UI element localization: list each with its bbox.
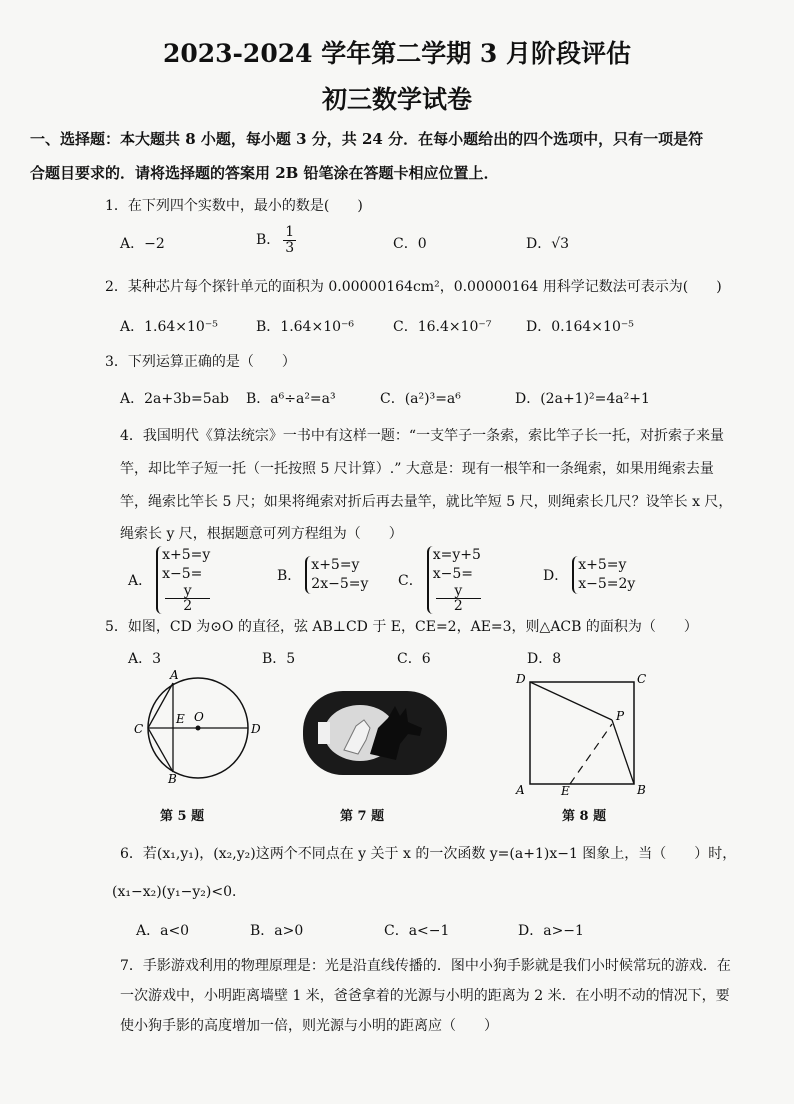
- q1-option-b-fraction: [283, 225, 296, 255]
- center-point-o: [196, 726, 201, 731]
- label-b: B: [637, 783, 646, 797]
- q6-line2: (x₁−x₂)(y₁−y₂)<0．: [112, 884, 247, 900]
- section-instructions-line2: 合题目要求的．请将选择题的答案用 2B 铅笔涂在答题卡相应位置上．: [30, 164, 499, 182]
- q6-option-c: C．a<−1: [384, 923, 450, 939]
- square-abcd: [530, 682, 634, 784]
- q6-option-a: A．a<0: [136, 923, 190, 939]
- equation-2: 2x−5=y: [311, 575, 369, 592]
- q4-option-a: [128, 546, 210, 614]
- q7-line3: 使小狗手影的高度增加一倍，则光源与小明的距离应（ ）: [120, 1018, 498, 1034]
- q3-option-a: A．2a+3b=5ab: [120, 391, 229, 407]
- q5-option-d: D．8: [527, 651, 562, 667]
- equation-2: [433, 565, 481, 614]
- equation-system-brace: [572, 556, 635, 594]
- equation-2-fraction: [165, 584, 210, 614]
- fraction-numerator: y: [436, 584, 481, 600]
- q5-option-b: B．5: [262, 651, 296, 667]
- segment-dp: [530, 682, 612, 720]
- q2-stem: 2．某种芯片每个探针单元的面积为 0.00000164cm²，0.00000164 用科学记数法可表示为( ): [105, 279, 722, 295]
- light-source-glow: [318, 722, 330, 744]
- equation-system-brace: [427, 546, 481, 614]
- label-e: E: [176, 712, 185, 726]
- q4-option-c: [398, 546, 481, 614]
- q2-option-c: C．16.4×10⁻⁷: [393, 319, 492, 335]
- q1-option-c: C．0: [393, 236, 427, 252]
- equation-1: x=y+5: [432, 547, 481, 563]
- equation-1: x+5=y: [578, 557, 627, 573]
- fraction-denominator: 3: [285, 239, 295, 256]
- q5-option-a: A．3: [128, 651, 162, 667]
- q1-stem: 1．在下列四个实数中，最小的数是( ): [105, 198, 363, 214]
- segment-cb: [148, 728, 173, 772]
- label-p: P: [616, 709, 625, 723]
- figure-5-circle-diagram: [128, 668, 261, 786]
- label-c: C: [134, 722, 144, 736]
- q3-option-d: D．(2a+1)²=4a²+1: [515, 391, 650, 407]
- equation-2: x−5=2y: [578, 575, 636, 592]
- q4-option-c-label: C．: [398, 573, 423, 590]
- q4-line1: 4．我国明代《算法统宗》一书中有这样一题：“一支竿子一条索，索比竿子长一托，对折索子来量: [120, 428, 725, 444]
- equation-system-brace: [156, 546, 210, 614]
- figure-7-hand-shadow-image: [300, 688, 450, 778]
- fraction-numerator: 1: [285, 224, 295, 240]
- equation-2-fraction: [436, 584, 481, 614]
- q3-option-c: C．(a²)³=a⁶: [380, 391, 461, 407]
- label-b: B: [168, 772, 177, 786]
- equation-2-lhs: x−5=: [432, 565, 473, 582]
- q1-option-a: A．−2: [120, 236, 165, 252]
- equation-2: [162, 565, 210, 614]
- q2-option-b: B．1.64×10⁻⁶: [256, 319, 355, 335]
- q3-stem: 3．下列运算正确的是（ ）: [105, 354, 296, 370]
- figure-8-square-diagram: [512, 668, 652, 796]
- q6-line1: 6．若(x₁,y₁)，(x₂,y₂)这两个不同点在 y 关于 x 的一次函数 y=(a+1)x−1 图象上，当（ ）时，: [120, 846, 737, 862]
- q7-line1: 7．手影游戏利用的物理原理是：光是沿直线传播的．图中小狗手影就是我们小时候常玩的游戏．在: [120, 958, 731, 974]
- fraction-denominator: 2: [183, 598, 193, 615]
- q6-option-d: D．a>−1: [518, 923, 584, 939]
- exam-title: 2023-2024 学年第二学期 3 月阶段评估: [162, 39, 632, 68]
- q4-option-d: [543, 556, 635, 594]
- q7-line2: 一次游戏中，小明距离墙壁 1 米，爸爸拿着的光源与小明的距离为 2 米．在小明不动的情况下，要: [120, 988, 730, 1004]
- figure-7-caption: 第 7 题: [340, 809, 385, 824]
- q4-option-a-label: A．: [128, 573, 153, 590]
- q4-line3: 竿，绳索比竿长 5 尺；如果将绳索对折后再去量竿，就比竿短 5 尺，则绳索长几尺？设竿长 x 尺，: [120, 494, 733, 510]
- label-c: C: [637, 672, 647, 686]
- fraction-numerator: y: [165, 584, 210, 600]
- q4-option-d-label: D．: [543, 567, 569, 584]
- figure-5-caption: 第 5 题: [160, 809, 205, 824]
- section-instructions-line1: 一、选择题：本大题共 8 小题，每小题 3 分，共 24 分．在每小题给出的四个选项中，只有一项是符: [30, 130, 704, 148]
- figure-8-caption: 第 8 题: [562, 809, 607, 824]
- equation-2-lhs: x−5=: [162, 565, 203, 582]
- q1-option-d: D．√3: [526, 236, 570, 252]
- exam-subtitle: 初三数学试卷: [321, 85, 472, 114]
- q6-option-b: B．a>0: [250, 923, 304, 939]
- equation-system-brace: [305, 556, 368, 594]
- equation-1: x+5=y: [311, 557, 360, 573]
- q5-stem: 5．如图，CD 为⊙O 的直径，弦 AB⊥CD 于 E，CE=2，AE=3，则△ACB 的面积为（ ）: [105, 619, 698, 635]
- q4-line4: 绳索长 y 尺，根据题意可列方程组为（ ）: [120, 526, 403, 542]
- label-e: E: [561, 784, 570, 798]
- q1-option-b: [256, 225, 296, 255]
- q3-option-b: B．a⁶÷a²=a³: [246, 391, 336, 407]
- label-d: D: [516, 672, 526, 686]
- q2-option-a: A．1.64×10⁻⁵: [120, 319, 218, 335]
- label-a: A: [516, 783, 525, 797]
- label-d: D: [251, 722, 261, 736]
- segment-pb: [612, 720, 634, 784]
- fraction-denominator: 2: [453, 598, 463, 615]
- label-a: A: [170, 668, 179, 682]
- equation-1: x+5=y: [162, 547, 211, 563]
- q1-option-b-label: B．: [256, 232, 281, 249]
- label-o: O: [194, 710, 204, 724]
- segment-ca: [148, 683, 173, 728]
- q4-option-b: [277, 556, 368, 594]
- dashed-segment-ep: [570, 724, 612, 784]
- q5-option-c: C．6: [397, 651, 431, 667]
- q4-option-b-label: B．: [277, 567, 302, 584]
- q2-option-d: D．0.164×10⁻⁵: [526, 319, 634, 335]
- q4-line2: 竿，却比竿子短一托（一托按照 5 尺计算）.” 大意是：现有一根竿和一条绳索，如果用绳索去量: [120, 461, 714, 477]
